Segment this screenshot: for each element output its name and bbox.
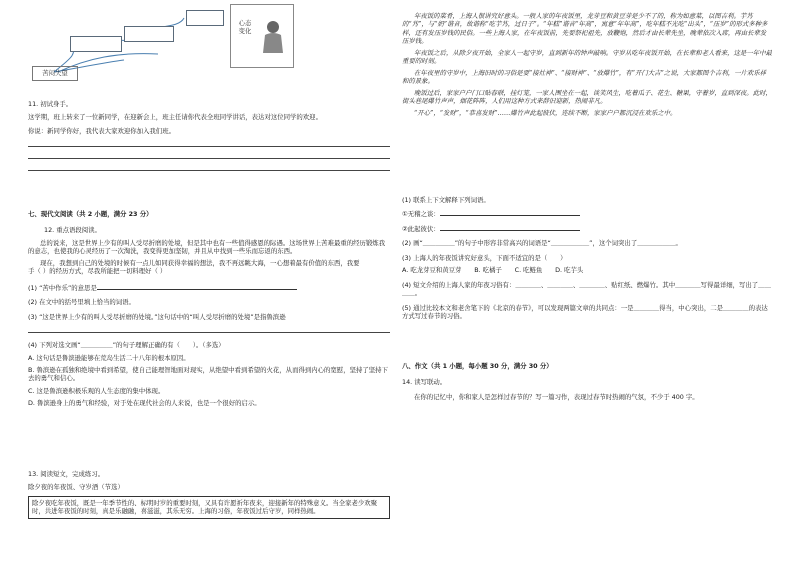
- q11-title: 11. 初试身手。: [28, 100, 73, 108]
- part8-block: [402, 362, 772, 401]
- q13-sub-2: (2) 画“＿＿＿＿＿”的句子中形容非常高兴的词语是“＿＿＿＿＿＿”，这个词突出了＿＿＿＿＿＿。: [402, 239, 682, 248]
- passage-para-3: 在年夜里的守岁中，上海旧时的习俗是要“接灶神”、“接财神”、“放爆竹”，有“开门大吉”之说，大家都图个吉利，一片欢乐祥和的景象。: [402, 68, 767, 86]
- q13-sub-1a-text: ①无稽之谈：: [402, 210, 440, 219]
- q12-para-2: 现在，我想到自己的处境的时候有一点儿如同获得幸福的想法，我不再远眺大海，一心想着最有价值的东西，我要: [40, 258, 360, 267]
- passage-block: [402, 12, 772, 117]
- q13-sub-4: (4) 短文介绍的上海人家的年夜习俗有：＿＿＿＿、＿＿＿＿、＿＿＿＿、贴红纸、燃爆竹。其中＿＿＿＿写得最详细，写出了＿＿＿＿。: [402, 280, 771, 298]
- answer-blank[interactable]: [440, 208, 580, 216]
- q13-block: [28, 470, 390, 519]
- figure-label: 心态 变化: [238, 19, 252, 36]
- q13-sub-1b-text: ②此起彼伏：: [402, 224, 440, 233]
- right-column: [402, 0, 772, 562]
- mind-map-box-2: [124, 26, 174, 42]
- mind-map-box-3: [186, 10, 224, 26]
- q13-sub-1b: [402, 223, 772, 233]
- option-b: B. 鲁滨逊在孤独和绝境中看到希望，使自己能理智地面对现实，从绝望中看到希望的火花，从而得到内心的宽慰，坚持了坚持下去的勇气和信心。: [28, 365, 388, 383]
- answer-line[interactable]: [28, 138, 390, 147]
- answer-blank[interactable]: [97, 282, 297, 290]
- mind-map-tag: 苦闷失望: [32, 66, 78, 81]
- option-a: A. 这句话是鲁滨逊能够在荒岛生活二十八年的根本原因。: [28, 353, 190, 362]
- option-d: D. 鲁滨逊身上的勇气和经验，对于处在现代社会的人来说，也是一个很好的启示。: [28, 399, 261, 408]
- figure-box: [230, 4, 294, 68]
- passage-para-2: 年夜饭之后，从除夕夜开始，全家人一起守岁，直到新年的钟声敲响。守岁从吃年夜饭开始，在长辈和老人看来，这是一年中最重要的时刻。: [402, 48, 772, 66]
- answer-blank[interactable]: [440, 223, 580, 231]
- q13-sub-3-options: A. 吃龙芽豆和黄豆芽 B. 吃橘子 C. 吃鲢鱼 D. 吃芋头: [402, 266, 584, 275]
- mind-map-diagram: [28, 0, 318, 90]
- thinker-figure-icon: [259, 19, 289, 59]
- q12-sub-1: [28, 282, 390, 292]
- q13-title: 13. 阅读短文，完成练习。: [28, 470, 105, 478]
- q14-title: 14. 读写联动。: [402, 378, 447, 387]
- q13-sub-1: (1) 联系上下文解释下列词语。: [402, 196, 490, 204]
- q13-subtitle: 除夕夜的年夜饭、守岁酒（节选）: [28, 483, 124, 492]
- q12-sub-3: (3) “这是世界上少有的叫人受尽折磨的处境。”这句话中的“叫人受尽折磨的处境”是指鲁滨逊: [28, 312, 286, 321]
- answer-line[interactable]: [28, 150, 390, 159]
- option-c: C. 这是鲁滨逊积极乐观的人生态度的集中体现。: [28, 386, 165, 395]
- q12-sub-4: (4) 下列对选文画“＿＿＿＿＿”的句子理解正确的有（ ）。（多选）: [28, 341, 225, 350]
- mind-map-box-1: [70, 36, 122, 52]
- q13-sub-3: (3) 上海人的年夜饭讲究好意头，下面不适宜的是（ ）: [402, 253, 567, 262]
- passage-para-5: “开心”，“发财”，“恭喜发财”……爆竹声此起彼伏，连续不断，家家户户都沉浸在欢乐之中。: [414, 108, 677, 117]
- passage-para-4: 晚饭过后，家家户户门口贴春联，挂灯笼，一家人围坐在一起，谈笑风生，吃着瓜子、花生、糖果，守着岁，直到深夜。此时，街头巷尾爆竹声声，烟花阵阵，人们用这种方式来辞旧迎新，热闹非凡。: [402, 88, 772, 106]
- q12-title: 12. 重点语段阅读。: [44, 226, 101, 235]
- left-column: [28, 0, 390, 562]
- q13-sub-1a: [402, 208, 772, 218]
- part7-block: [28, 210, 390, 408]
- q11-text-2: 你说：新同学你好，我代表大家欢迎你加入我们班。: [28, 126, 175, 135]
- q12-para-1: 总的说来，这是世界上少有的叫人受尽折磨的处境，但是其中也有一些值得感恩的际遇。这场世界上苦难最重的经历锻炼我的意志，也使我的心灵经历了一次淘洗，我变得更加坚韧，并且从中找到一些乐而忘返的东西。: [28, 238, 386, 256]
- q14-text: 在你的记忆中，你和家人是怎样过春节的？写一篇习作，表现过春节时热闹的气氛，不少于 400 字。: [414, 392, 699, 401]
- q13-questions: [402, 196, 772, 321]
- q11-text-1: 这学期，班上转来了一位新同学，在迎新会上，班主任请你代表全班同学讲话，表达对这位同学的欢迎。: [28, 113, 322, 122]
- part8-title: 八、作文（共 1 小题，每小题 30 分，满分 30 分）: [402, 362, 553, 370]
- answer-line[interactable]: [28, 162, 390, 171]
- q12-sub-2: (2) 在文中的括号里填上恰当的词语。: [28, 298, 135, 307]
- q13-sub-5: (5) 通过比较本文和老舍笔下的《北京的春节》，可以发现两篇文章的共同点：一是＿＿＿＿得当，中心突出，二是＿＿＿＿的表达方式写过春节的习俗。: [402, 303, 768, 321]
- q12-para-3: 手（ ）的经历方式，尽我所能把一切料理好（ ）: [28, 267, 167, 276]
- part7-title: 七、现代文阅读（共 2 小题，满分 23 分）: [28, 210, 153, 218]
- q11-block: [28, 100, 390, 174]
- q13-boxed-text: 除夕夜吃年夜饭，既是一年季节性的、标明时岁的重要时刻，又具有许愿祈年夜来，迎接新年的特殊意义。当全家老少欢聚时，共进年夜饭的时刻，真是乐融融，喜滋滋，其乐无穷。上海的习俗，年夜饭过后守岁，同样热闹。: [28, 496, 390, 519]
- passage-para-1: 年夜饭的菜肴，上海人很讲究好意头。一般人家的年夜饭里，龙芽豆和黄豆芽是少不了的，称为如意菜，以图吉利。芋艿的“艿”，与“奶”谐音，故谐称“吃芋艿，过日子”。“年糕”谐音“年高”，寓意“年年高”，吃年糕不光吃“出头”，“压岁”的形式多种多样，还有发压岁钱的民俗。一些上海人家，在年夜饭前，先要祭祀祖先，放鞭炮，然后才由长辈先坐，晚辈依次入席，再由长辈发压岁钱。: [402, 12, 768, 46]
- q12-sub-1-text: (1) “苦中作乐”的意思是: [28, 283, 97, 292]
- answer-line[interactable]: [28, 324, 390, 333]
